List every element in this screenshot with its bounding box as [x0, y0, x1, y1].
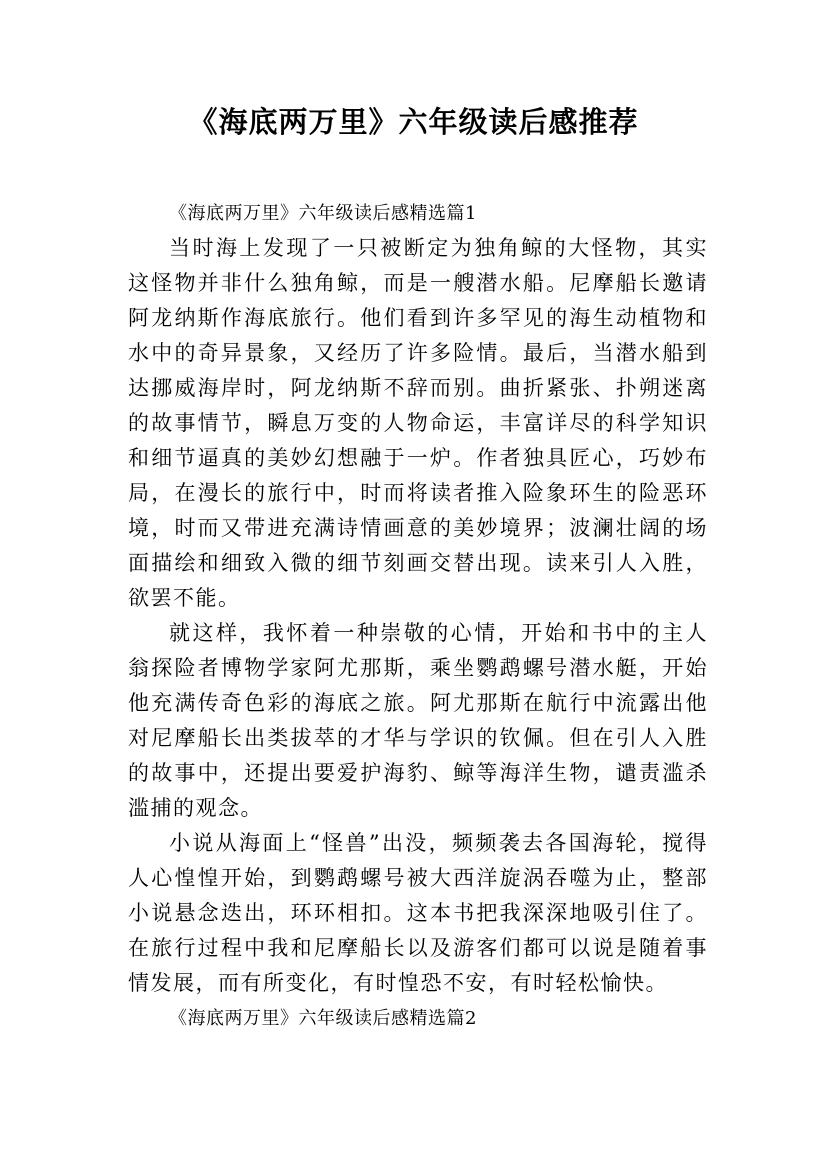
document-body	[128, 196, 708, 1036]
paragraph-1: 当时海上发现了一只被断定为独角鲸的大怪物，其实这怪物并非什么独角鲸，而是一艘潜水船。尼摩船长邀请阿龙纳斯作海底旅行。他们看到许多罕见的海生动植物和水中的奇异景象，又经历了许多险情。最后，当潜水船到达挪威海岸时，阿龙纳斯不辞而别。曲折紧张、扑朔迷离的故事情节，瞬息万变的人物命运，丰富详尽的科学知识和细节逼真的美妙幻想融于一炉。作者独具匠心，巧妙布局，在漫长的旅行中，时而将读者推入险象环生的险恶环境，时而又带进充满诗情画意的美妙境界；波澜壮阔的场面描绘和细致入微的细节刻画交替出现。读来引人入胜，欲罢不能。	[128, 236, 708, 610]
section-heading-2: 《海底两万里》六年级读后感精选篇2	[169, 1008, 477, 1029]
paragraph-3: 小说从海面上“怪兽”出没，频频袭去各国海轮，搅得人心惶惶开始，到鹦鹉螺号被大西洋旋涡吞噬为止，整部小说悬念迭出，环环相扣。这本书把我深深地吸引住了。在旅行过程中我和尼摩船长以及游客们都可以说是随着事情发展，而有所变化，有时惶恐不安，有时轻松愉快。	[128, 831, 708, 995]
paragraph-2: 就这样，我怀着一种崇敬的心情，开始和书中的主人翁探险者博物学家阿尤那斯，乘坐鹦鹉螺号潜水艇，开始他充满传奇色彩的海底之旅。阿尤那斯在航行中流露出他对尼摩船长出类拔萃的才华与学识的钦佩。但在引人入胜的故事中，还提出要爱护海豹、鲸等海洋生物，谴责滥杀滥捕的观念。	[128, 621, 708, 820]
section-heading-1: 《海底两万里》六年级读后感精选篇1	[169, 203, 477, 224]
document-title: 《海底两万里》六年级读后感推荐	[188, 105, 639, 139]
